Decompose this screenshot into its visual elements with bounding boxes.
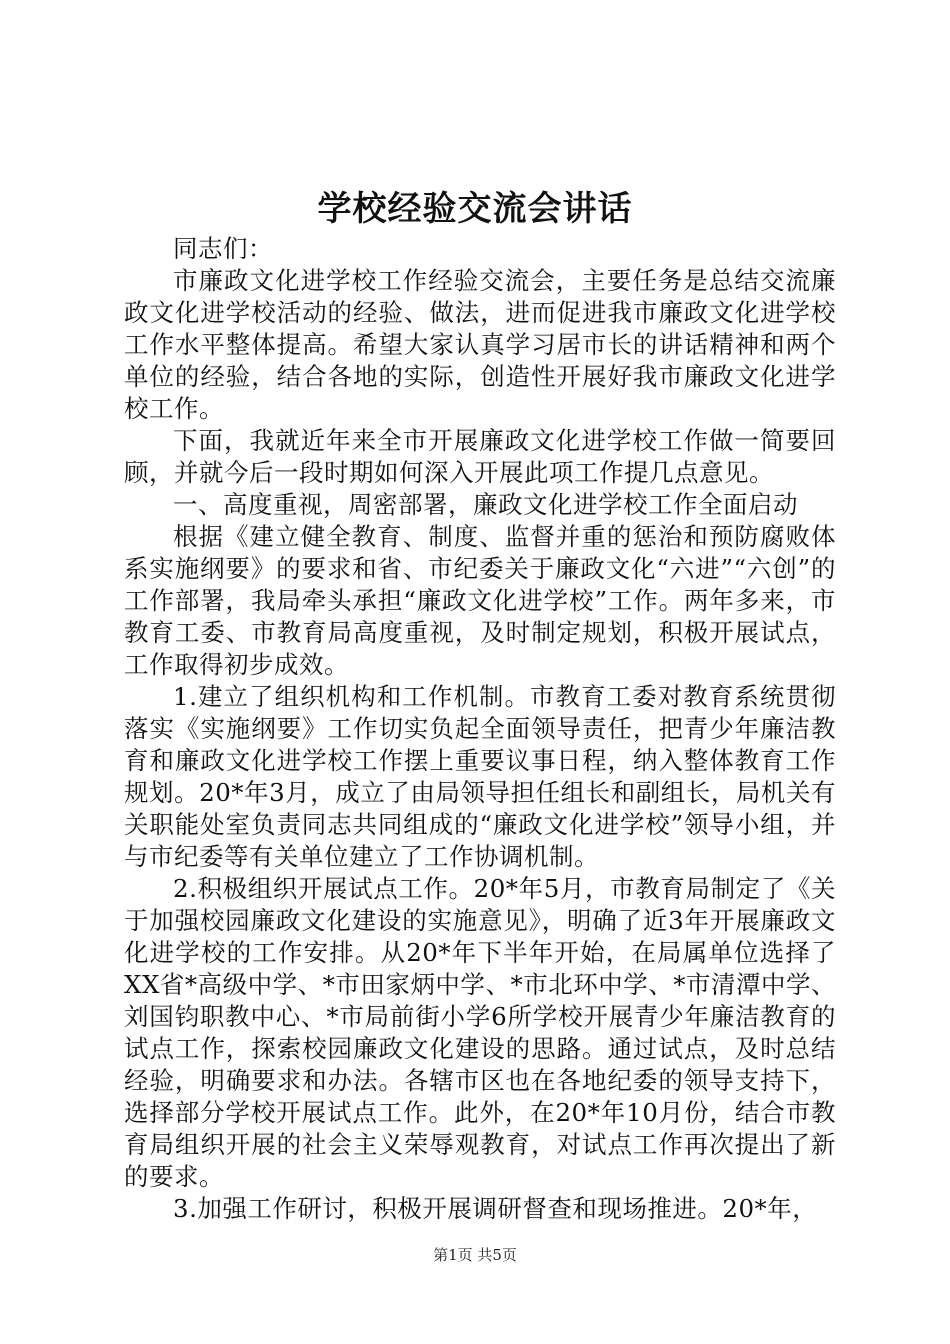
- paragraph-intro: 市廉政文化进学校工作经验交流会，主要任务是总结交流廉政文化进学校活动的经验、做法，进而促进我市廉政文化进学校工作水平整体提高。希望大家认真学习居市长的讲话精神和两个单位的经验，结合各地的实际，创造性开展好我市廉政文化进学校工作。: [124, 266, 836, 423]
- section-heading-one: 一、高度重视，周密部署，廉政文化进学校工作全面启动: [173, 490, 798, 519]
- paragraph-item-3: 3.加强工作研讨，积极开展调研督查和现场推进。20*年，: [173, 1194, 818, 1223]
- document-body: [124, 233, 836, 1225]
- paragraph-item-2: 2.积极组织开展试点工作。20*年5月，市教育局制定了《关于加强校园廉政文化建设的实施意见》，明确了近3年开展廉政文化进学校的工作安排。从20*年下半年开始，在局属单位选择了XX省*高级中学、*市田家炳中学、*市北环中学、*市清潭中学、刘国钧职教中心、*市局前街小学6所学校开展青少年廉洁教育的试点工作，探索校园廉政文化建设的思路。通过试点，及时总结经验，明确要求和办法。各辖市区也在各地纪委的领导支持下，选择部分学校开展试点工作。此外，在20*年10月份，结合市教育局组织开展的社会主义荣辱观教育，对试点工作再次提出了新的要求。: [124, 874, 836, 1191]
- page-number: 第1页 共5页: [433, 1246, 517, 1264]
- paragraph-review: 下面，我就近年来全市开展廉政文化进学校工作做一简要回顾，并就今后一段时期如何深入开展此项工作提几点意见。: [124, 426, 836, 487]
- paragraph-item-1: 1.建立了组织机构和工作机制。市教育工委对教育系统贯彻落实《实施纲要》工作切实负起全面领导责任，把青少年廉洁教育和廉政文化进学校工作摆上重要议事日程，纳入整体教育工作规划。20*年3月，成立了由局领导担任组长和副组长，局机关有关职能处室负责同志共同组成的“廉政文化进学校”领导小组，并与市纪委等有关单位建立了工作协调机制。: [124, 682, 836, 871]
- paragraph-background: 根据《建立健全教育、制度、监督并重的惩治和预防腐败体系实施纲要》的要求和省、市纪委关于廉政文化“六进”“六创”的工作部署，我局牵头承担“廉政文化进学校”工作。两年多来，市教育工委、市教育局高度重视，及时制定规划，积极开展试点，工作取得初步成效。: [124, 522, 836, 679]
- paragraph-salutation: 同志们：: [173, 234, 273, 263]
- document-title: 学校经验交流会讲话: [317, 189, 633, 229]
